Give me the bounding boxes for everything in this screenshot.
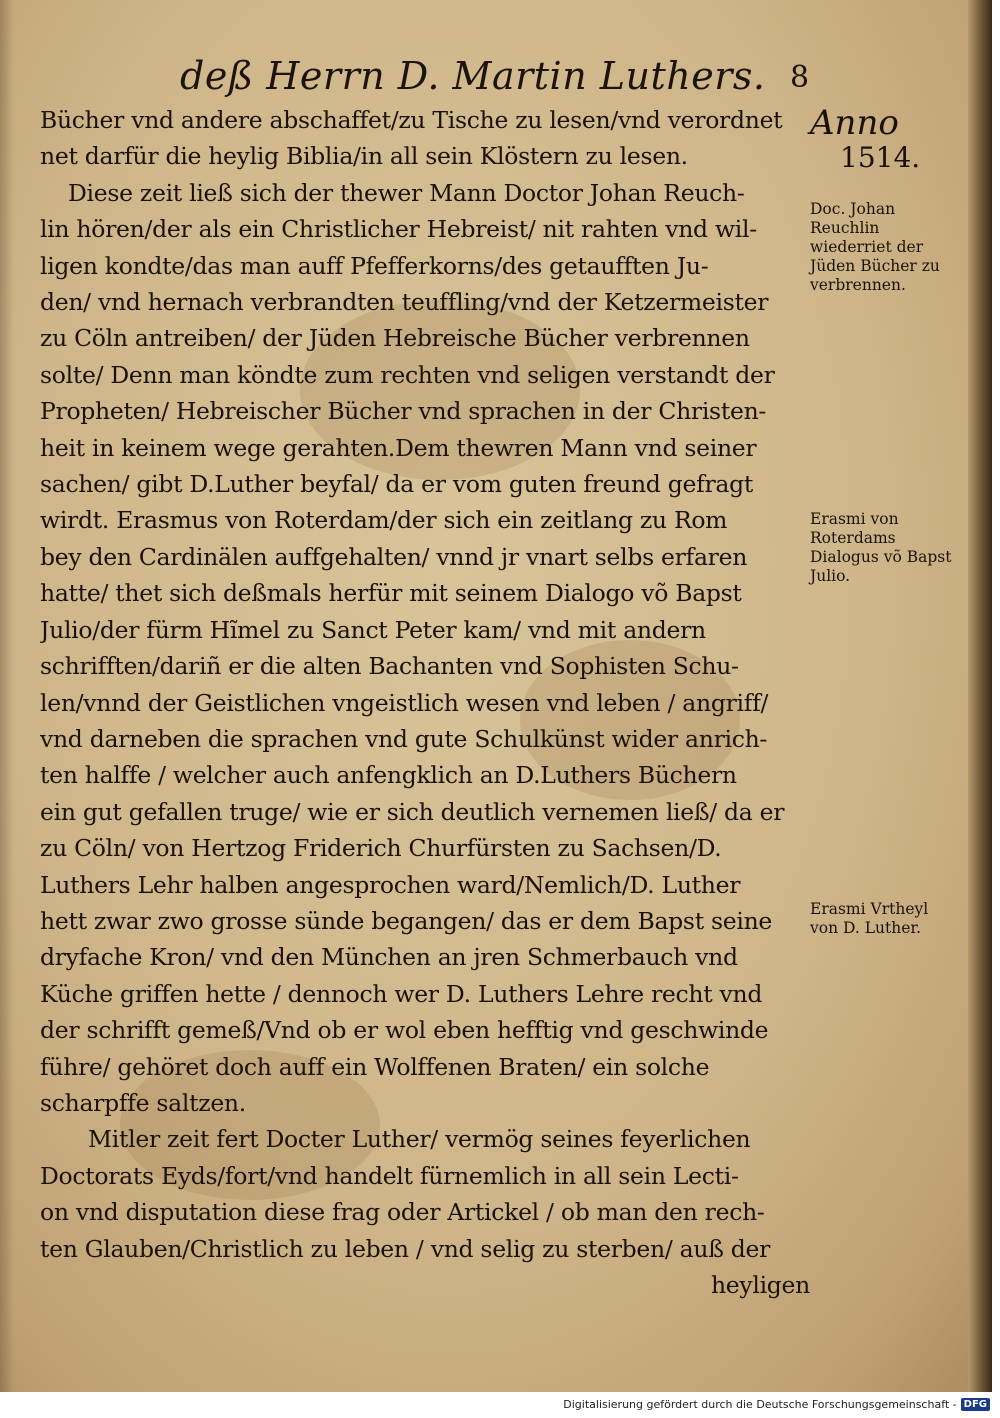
text-line: ligen kondte/das man auff Pfefferkorns/des getaufften Ju- [40,251,709,280]
folio-number: 8 [790,60,810,95]
text-line: Küche griffen hette / dennoch wer D. Luthers Lehre recht vnd [40,979,763,1008]
text-line: zu Cöln antreiben/ der Jüden Hebreische Bücher verbrennen [40,324,750,353]
text-line: on vnd disputation diese frag oder Artickel / ob man den rech- [40,1198,765,1227]
text-line: der schrifft gemeß/Vnd ob er wol eben hefftig vnd geschwinde [40,1016,769,1045]
text-line: ein gut gefallen truge/ wie er sich deutlich vernemen ließ/ da er [40,797,785,826]
text-line: len/vnnd der Geistlichen vngeistlich wesen vnd leben / angriff/ [40,688,769,717]
text-line: führe/ gehöret doch auff ein Wolffenen Braten/ ein solche [40,1052,710,1081]
digitization-footer [563,1398,990,1411]
text-line: hett zwar zwo grosse sünde begangen/ das er dem Bapst seine [40,906,773,935]
catchword: heyligen [710,1271,810,1299]
margin-note-reuchlin: Doc. Johan Reuchlin wiederriet der Jüden Bücher zu verbrennen. [810,200,940,294]
text-line: scharpffe saltzen. [40,1088,246,1117]
text-line: Diese zeit ließ sich der thewer Mann Doctor Johan Reuch- [68,178,745,207]
text-line: wirdt. Erasmus von Roterdam/der sich ein zeitlang zu Rom [40,506,728,535]
anno-word: Anno [810,103,899,143]
text-line: solte/ Denn man köndte zum rechten vnd seligen verstandt der [40,360,775,389]
footer-credit: Digitalisierung gefördert durch die Deutsche Forschungsgemeinschaft - [563,1398,957,1411]
text-line: Propheten/ Hebreischer Bücher vnd sprachen in der Christen- [40,397,767,426]
text-line: Doctorats Eyds/fort/vnd handelt fürnemlich in all sein Lecti- [40,1161,739,1190]
running-title: deß Herrn D. Martin Luthers. [180,54,766,98]
margin-note-erasmus-dialogus: Erasmi von Roterdams Dialogus võ Bapst Julio. [810,510,952,585]
text-line: sachen/ gibt D.Luther beyfal/ da er vom guten freund gefragt [40,470,754,499]
text-line: schrifften/dariñ er die alten Bachanten vnd Sophisten Schu- [40,652,739,681]
gutter-shadow [0,0,14,1392]
dfg-logo-icon: DFG [961,1398,990,1411]
text-line: den/ vnd hernach verbrandten teuffling/vnd der Ketzermeister [40,288,769,317]
text-line: Bücher vnd andere abschaffet/zu Tische zu lesen/vnd verordnet [40,106,783,134]
text-line: Julio/der fürm Hĩmel zu Sanct Peter kam/ vnd mit andern [40,615,706,644]
text-line: hatte/ thet sich deßmals herfür mit seinem Dialogo võ Bapst [40,579,742,608]
margin-anno [810,104,960,174]
page-edge [968,0,992,1392]
text-line: ten halffe / welcher auch anfengklich an D.Luthers Büchern [40,761,737,790]
text-line: net darfür die heylig Biblia/in all sein Klöstern zu lesen. [40,142,688,171]
text-line: Luthers Lehr halben angesprochen ward/Nemlich/D. Luther [40,870,741,899]
margin-note-erasmus-urteil: Erasmi Vrtheyl von D. Luther. [810,900,929,937]
anno-year: 1514. [840,141,921,174]
text-line: lin hören/der als ein Christlicher Hebreist/ nit rahten vnd wil- [40,215,757,244]
text-line: dryfache Kron/ vnd den München an jren Schmerbauch vnd [40,943,738,972]
text-line: Mitler zeit fert Docter Luther/ vermög seines feyerlichen [88,1125,751,1154]
text-line: bey den Cardinälen auffgehalten/ vnnd jr vnart selbs erfaren [40,542,748,571]
body-text [40,102,810,1303]
text-line: zu Cöln/ von Hertzog Friderich Churfürsten zu Sachsen/D. [40,834,722,863]
text-line: heit in keinem wege gerahten.Dem thewren Mann vnd seiner [40,433,757,462]
text-line: vnd darneben die sprachen vnd gute Schulkünst wider anrich- [40,724,768,753]
text-line: ten Glauben/Christlich zu leben / vnd selig zu sterben/ auß der [40,1234,771,1263]
